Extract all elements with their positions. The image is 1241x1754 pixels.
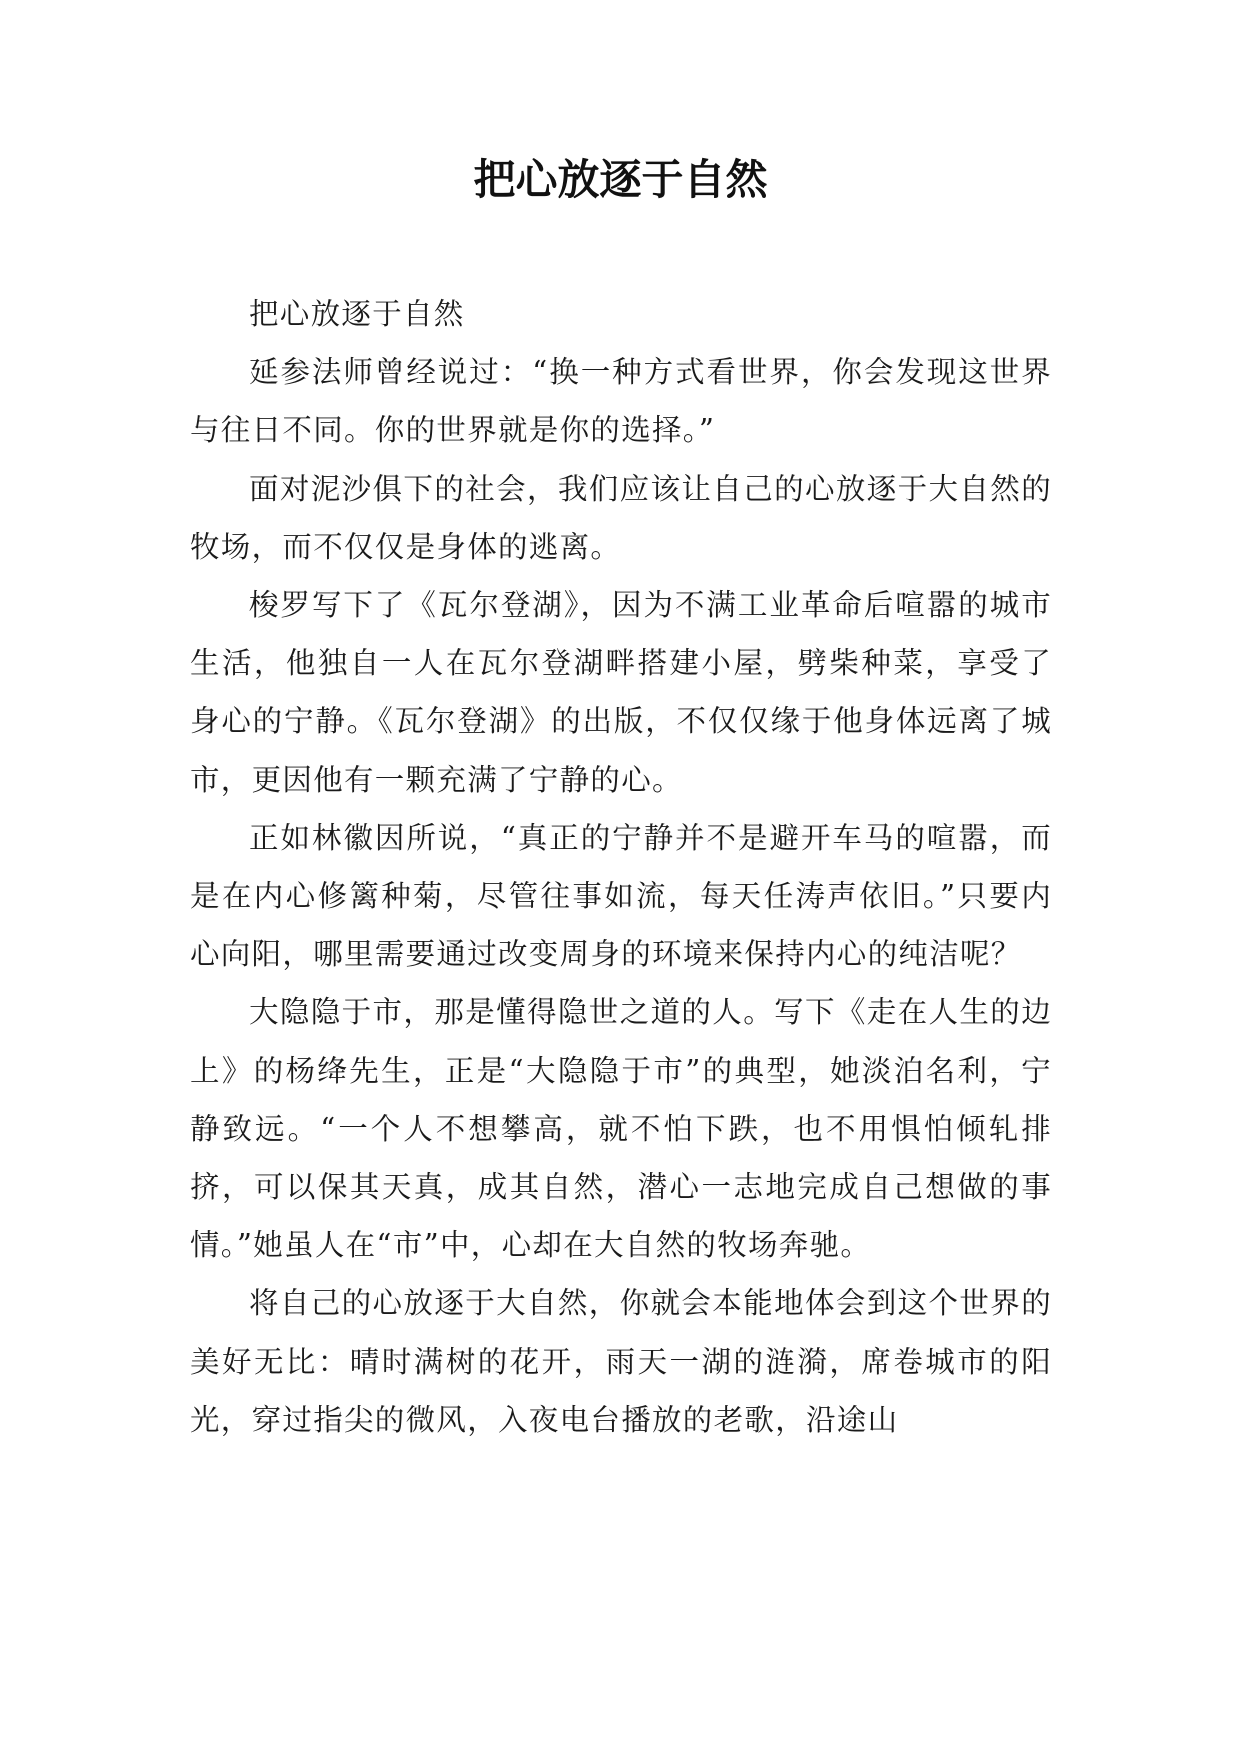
body-text (190, 285, 1052, 1449)
paragraph: 正如林徽因所说，“真正的宁静并不是避开车马的喧嚣，而是在内心修篱种菊，尽管往事如流，每天任涛声依旧。”只要内心向阳，哪里需要通过改变周身的环境来保持内心的纯洁呢？ (190, 820, 1052, 972)
page-title: 把心放逐于自然 (473, 155, 768, 204)
paragraph: 梭罗写下了《瓦尔登湖》，因为不满工业革命后喧嚣的城市生活，他独自一人在瓦尔登湖畔搭建小屋，劈柴种菜，享受了身心的宁静。《瓦尔登湖》的出版，不仅仅缘于他身体远离了城市，更因他有一颗充满了宁静的心。 (190, 588, 1052, 797)
paragraph-subtitle: 把心放逐于自然 (249, 297, 465, 331)
paragraph: 将自己的心放逐于大自然，你就会本能地体会到这个世界的美好无比：晴时满树的花开，雨天一湖的涟漪，席卷城市的阳光，穿过指尖的微风，入夜电台播放的老歌，沿途山 (190, 1286, 1052, 1437)
paragraph: 大隐隐于市，那是懂得隐世之道的人。写下《走在人生的边上》的杨绛先生，正是“大隐隐于市”的典型，她淡泊名利，宁静致远。“一个人不想攀高，就不怕下跌，也不用惧怕倾轧排挤，可以保其天真，成其自然，潜心一志地完成自己想做的事情。”她虽人在“市”中，心却在大自然的牧场奔驰。 (190, 995, 1052, 1263)
paragraph: 延参法师曾经说过：“换一种方式看世界，你会发现这世界与往日不同。你的世界就是你的选择。” (190, 355, 1052, 448)
paragraph: 面对泥沙俱下的社会，我们应该让自己的心放逐于大自然的牧场，而不仅仅是身体的逃离。 (190, 471, 1052, 564)
